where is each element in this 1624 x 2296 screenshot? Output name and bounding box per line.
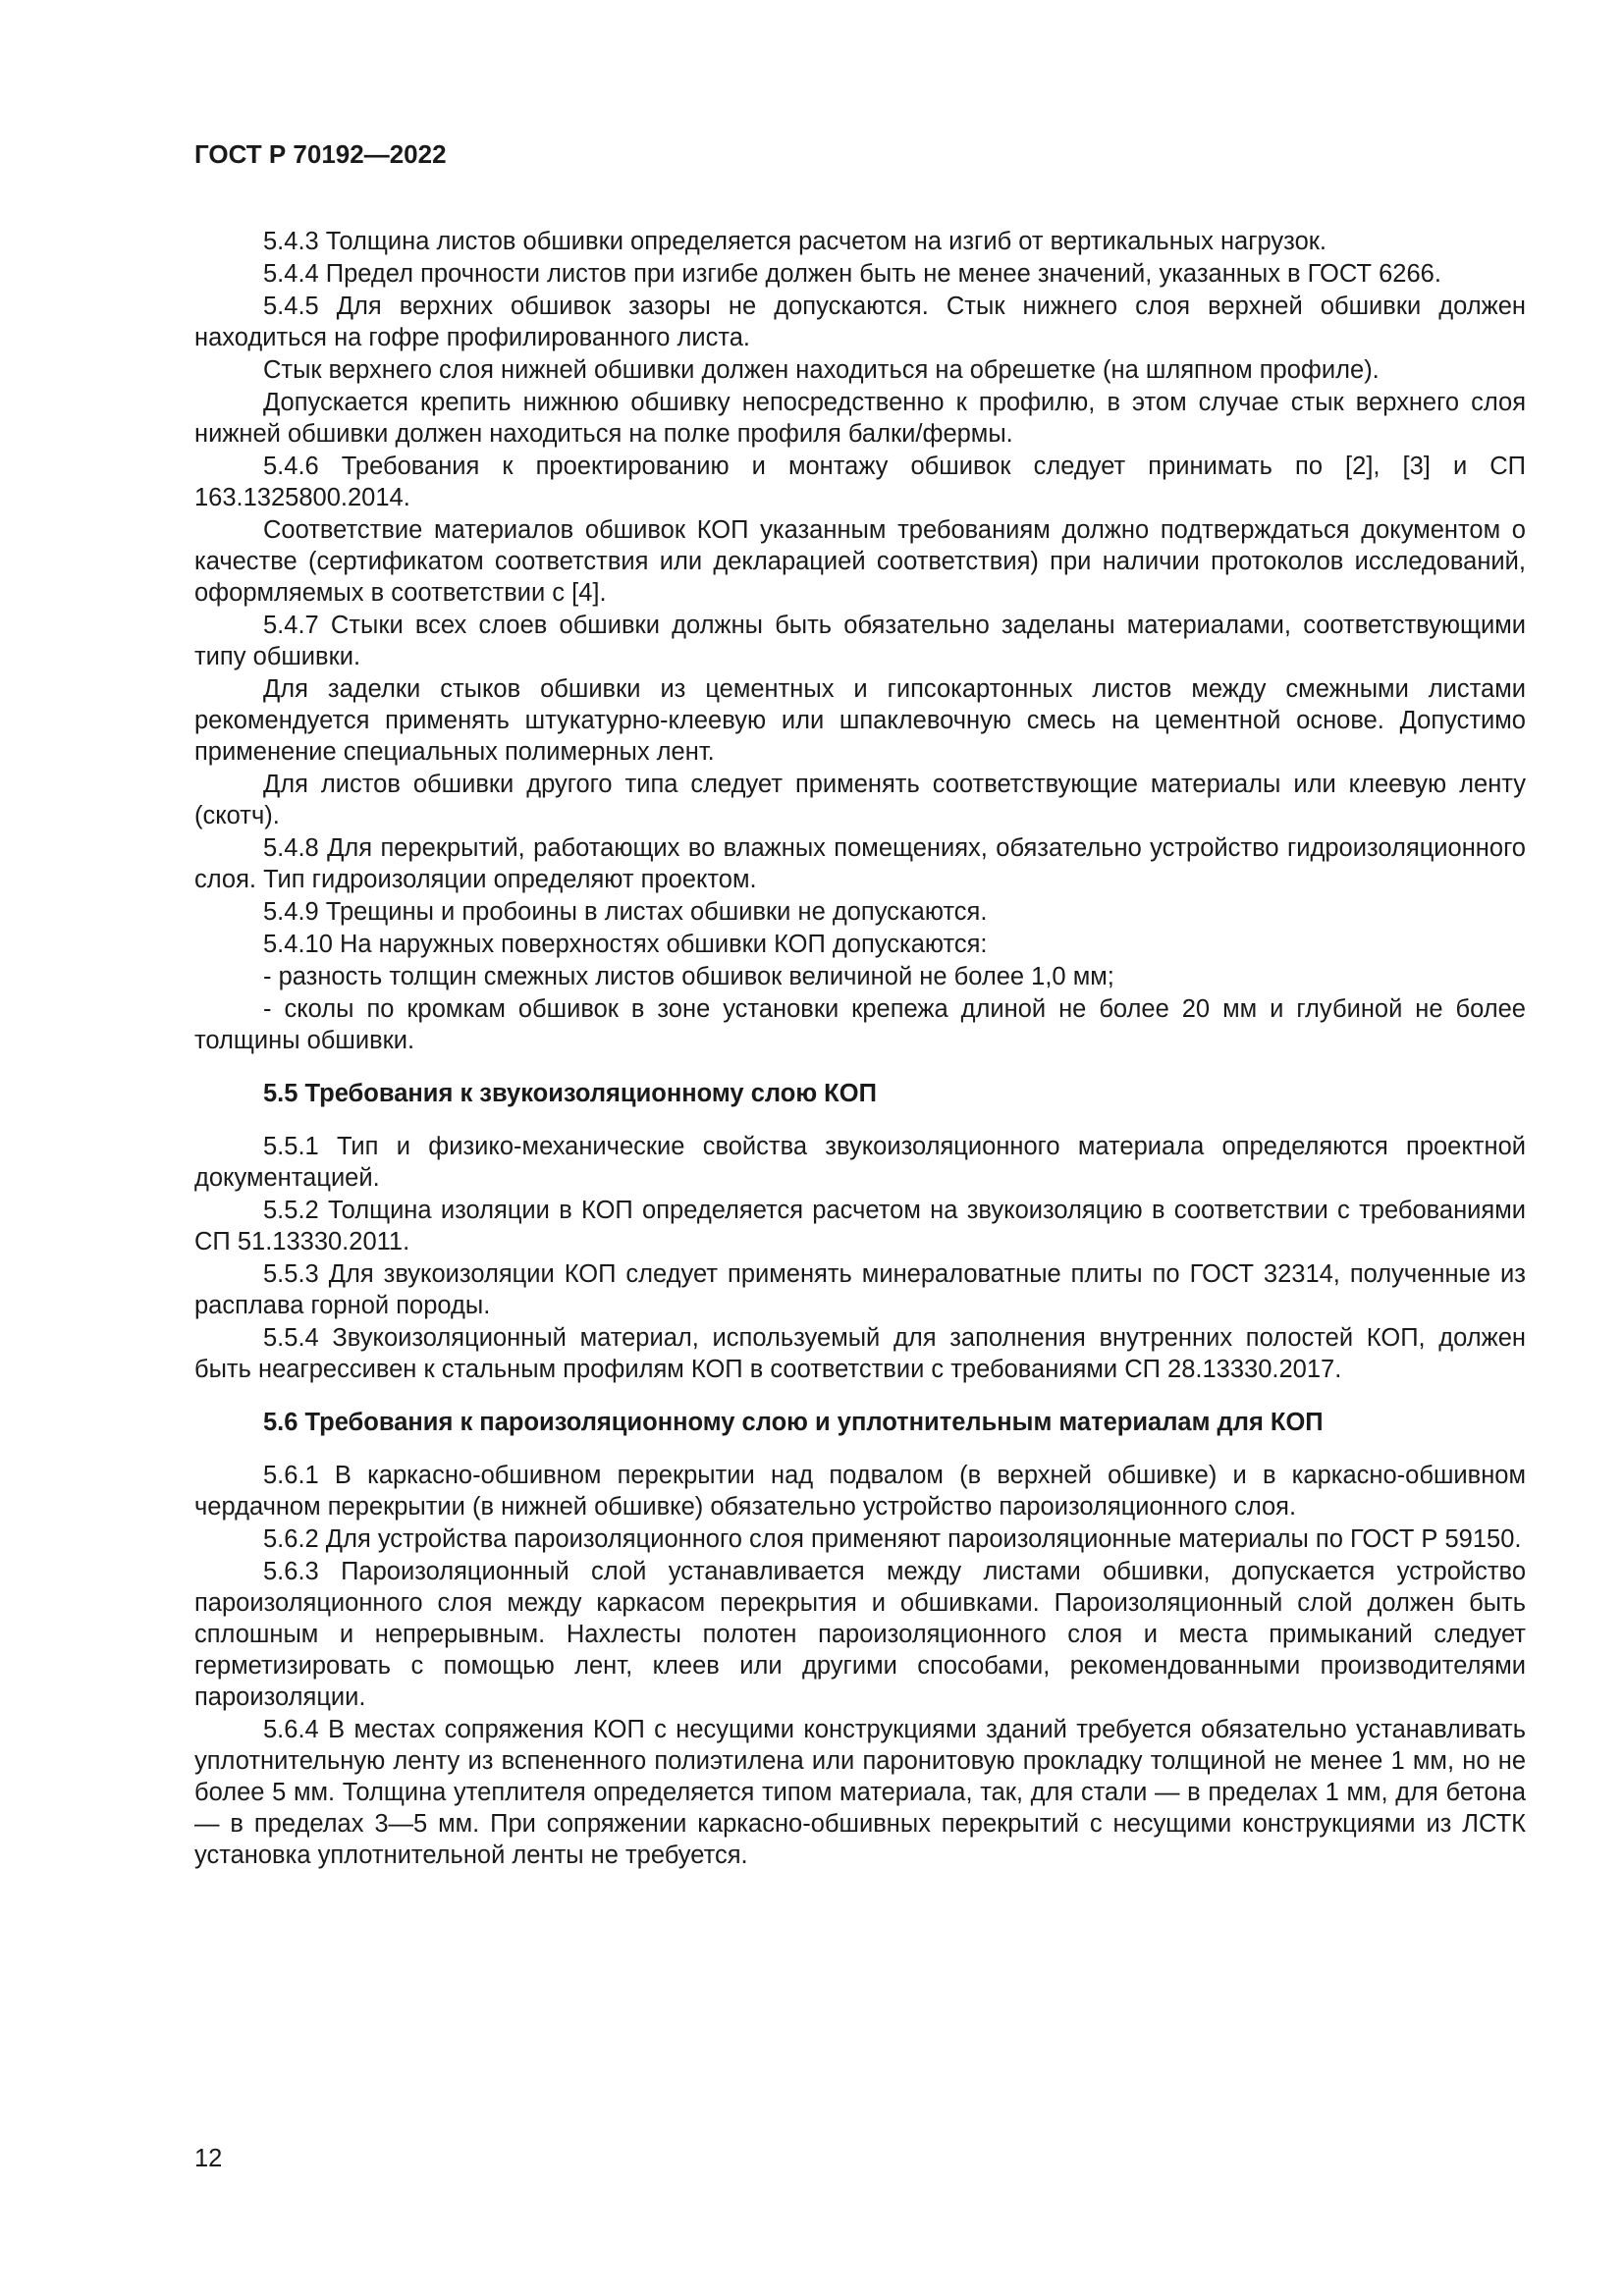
document-header: ГОСТ Р 70192—2022 [194,139,447,169]
paragraph-5-4-6: 5.4.6 Требования к проектированию и монтажу обшивок следует принимать по [2], [3] и СП 163.1325800.2014. [194,453,1526,511]
paragraph-5-6-3: 5.6.3 Пароизоляционный слой устанавливается между листами обшивки, допускается устройство пароизоляционного слоя между каркасом перекрытия и обшивками. Пароизоляционный слой должен быть сплошным и непрерывным. Нахлесты полотен пароизоляционного слоя и места примыканий следует герметизировать с помощью лент, клеев или другими способами, рекомендованными производителями пароизоляции. [194,1558,1526,1711]
paragraph-5-6-4: 5.6.4 В местах сопряжения КОП с несущими конструкциями зданий требуется обязательно устанавливать уплотнительную ленту из вспененного полиэтилена или паронитовую прокладку толщиной не менее 1 мм, но не более 5 мм. Толщина утеплителя определяется типом материала, так, для стали — в пределах 1 мм, для бетона — в пределах 3—5 мм. При сопряжении каркасно-обшивных перекрытий с несущими конструкциями из ЛСТК установка уплотнительной ленты не требуется. [194,1716,1526,1869]
paragraph-5-4-7: 5.4.7 Стыки всех слоев обшивки должны быть обязательно заделаны материалами, соответствующими типу обшивки. [194,612,1526,670]
paragraph: Стык верхнего слоя нижней обшивки должен находиться на обрешетке (на шляпном профиле). [263,356,1380,384]
document-page [194,137,1526,1872]
list-item: - сколы по кромкам обшивок в зоне установки крепежа длиной не более 20 мм и глубиной не более толщины обшивки. [194,995,1526,1054]
section-heading-5-6: 5.6 Требования к пароизоляционному слою и уплотнительным материалам для КОП [263,1409,1324,1436]
paragraph-5-6-1: 5.6.1 В каркасно-обшивном перекрытии над подвалом (в верхней обшивке) и в каркасно-обшивном чердачном перекрытии (в нижней обшивке) обязательно устройство пароизоляционного слоя. [194,1462,1526,1521]
paragraph: Соответствие материалов обшивок КОП указанным требованиям должно подтверждаться документом о качестве (сертификатом соответствия или декларацией соответствия) при наличии протоколов исследований, оформляемых в соответствии с [4]. [194,516,1526,607]
document-body [194,226,1526,1871]
paragraph-5-4-5: 5.4.5 Для верхних обшивок зазоры не допускаются. Стык нижнего слоя верхней обшивки должен находиться на гофре профилированного листа. [194,293,1526,351]
paragraph-5-5-2: 5.5.2 Толщина изоляции в КОП определяется расчетом на звукоизоляцию в соответствии с требованиями СП 51.13330.2011. [194,1197,1526,1255]
list-item: - разность толщин смежных листов обшивок величиной не более 1,0 мм; [263,963,1114,990]
paragraph-5-5-3: 5.5.3 Для звукоизоляции КОП следует применять минераловатные плиты по ГОСТ 32314, полученные из расплава горной породы. [194,1260,1526,1319]
paragraph-5-4-9: 5.4.9 Трещины и пробоины в листах обшивки не допускаются. [263,898,988,926]
paragraph: Для заделки стыков обшивки из цементных и гипсокартонных листов между смежными листами рекомендуется применять штукатурно-клеевую или шпаклевочную смесь на цементной основе. Допустимо применение специальных полимерных лент. [194,675,1526,766]
paragraph: Допускается крепить нижнюю обшивку непосредственно к профилю, в этом случае стык верхнего слоя нижней обшивки должен находиться на полке профиля балки/фермы. [194,389,1526,448]
paragraph-5-5-1: 5.5.1 Тип и физико-механические свойства звукоизоляционного материала определяются проектной документацией. [194,1133,1526,1192]
page-number: 12 [194,2145,223,2172]
paragraph-5-6-2: 5.6.2 Для устройства пароизоляционного слоя применяют пароизоляционные материалы по ГОСТ Р 59150. [263,1525,1522,1553]
paragraph: Для листов обшивки другого типа следует применять соответствующие материалы или клеевую ленту (скотч). [194,771,1526,829]
paragraph-5-4-3: 5.4.3 Толщина листов обшивки определяется расчетом на изгиб от вертикальных нагрузок. [263,228,1327,255]
paragraph-5-4-4: 5.4.4 Предел прочности листов при изгибе должен быть не менее значений, указанных в ГОСТ 6266. [263,260,1441,288]
paragraph-5-4-8: 5.4.8 Для перекрытий, работающих во влажных помещениях, обязательно устройство гидроизоляционного слоя. Тип гидроизоляции определяют проектом. [194,834,1526,893]
paragraph-5-4-10: 5.4.10 На наружных поверхностях обшивки КОП допускаются: [263,931,988,958]
section-heading-5-5: 5.5 Требования к звукоизоляционному слою КОП [263,1080,877,1107]
paragraph-5-5-4: 5.5.4 Звукоизоляционный материал, используемый для заполнения внутренних полостей КОП, должен быть неагрессивен к стальным профилям КОП в соответствии с требованиями СП 28.13330.2017. [194,1324,1526,1383]
